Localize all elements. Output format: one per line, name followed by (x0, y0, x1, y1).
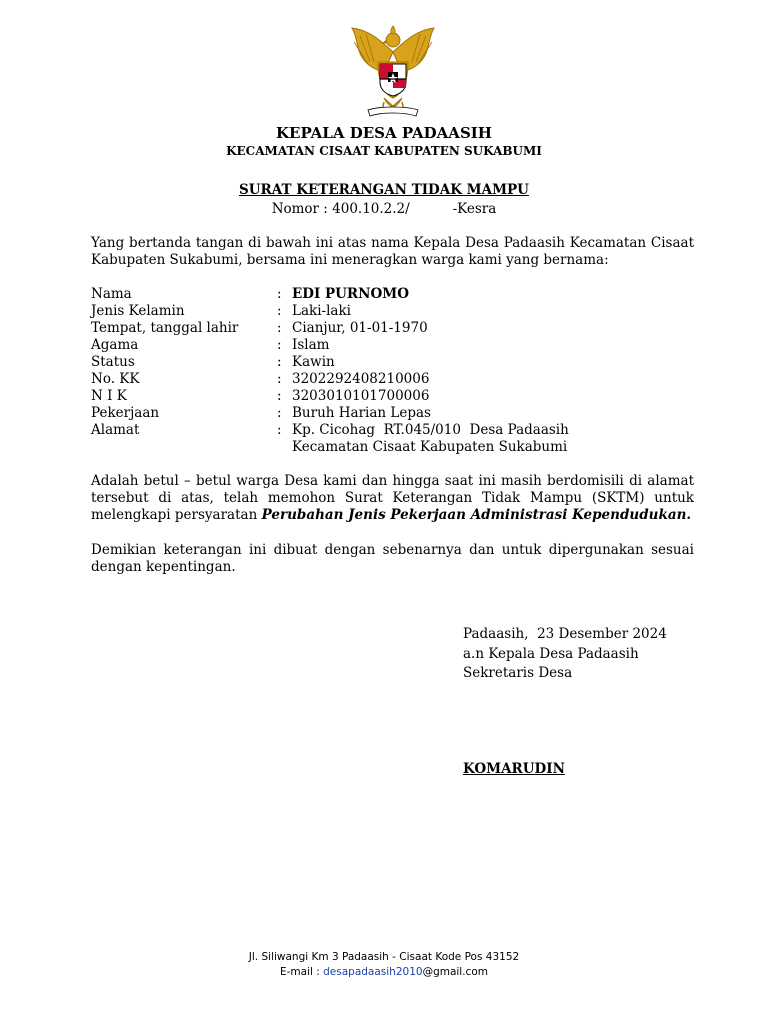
field-row-address (91, 422, 592, 456)
footer-email-label: E-mail : (279, 966, 324, 978)
field-row-nik (91, 388, 592, 405)
field-value: Laki-laki (292, 303, 351, 319)
field-row-religion (91, 337, 592, 354)
village-head-title: KEPALA DESA PADAASIH (276, 124, 492, 142)
address-line-1: Kp. Cicohag RT.045/010 Desa Padaasih (292, 422, 569, 438)
field-row-occupation (91, 405, 592, 422)
field-colon: : (277, 303, 282, 319)
signature-on-behalf: a.n Kepala Desa Padaasih (463, 645, 639, 662)
footer-email-link[interactable]: desapadaasih2010 (323, 966, 423, 978)
field-colon: : (277, 354, 282, 370)
signature-block (463, 625, 667, 684)
field-label: Jenis Kelamin (91, 303, 185, 319)
field-colon: : (277, 422, 282, 438)
field-value (292, 422, 592, 456)
field-value: 3203010101700006 (292, 388, 430, 404)
footer-email (0, 965, 768, 980)
field-colon: : (277, 337, 282, 353)
field-value: Buruh Harian Lepas (292, 405, 431, 421)
field-label: Pekerjaan (91, 405, 160, 421)
garuda-emblem-icon (344, 22, 442, 122)
document-number: Nomor : 400.10.2.2/ -Kesra (271, 201, 497, 217)
statement-paragraph (91, 473, 694, 524)
signature-place-date: Padaasih, 23 Desember 2024 (463, 626, 667, 642)
footer-address: Jl. Siliwangi Km 3 Padaasih - Cisaat Kode Pos 43152 (248, 951, 520, 963)
footer-email-domain: @gmail.com (422, 966, 488, 978)
field-label: Tempat, tanggal lahir (91, 320, 239, 336)
field-colon: : (277, 405, 282, 421)
field-label: Status (91, 354, 135, 370)
field-row-family-card (91, 371, 592, 388)
field-row-birth (91, 320, 592, 337)
statement-purpose: Perubahan Jenis Pekerjaan Administrasi Kependudukan. (261, 507, 692, 523)
closing-paragraph: Demikian keterangan ini dibuat dengan sebenarnya dan untuk dipergunakan sesuai dengan kepentingan. (91, 542, 694, 575)
letter-footer (0, 950, 768, 980)
field-row-name (91, 286, 592, 303)
field-colon: : (277, 388, 282, 404)
field-value: EDI PURNOMO (292, 286, 409, 302)
field-value: 3202292408210006 (292, 371, 430, 387)
field-colon: : (277, 286, 282, 302)
field-label: Nama (91, 286, 132, 302)
resident-data-table (91, 286, 592, 456)
field-colon: : (277, 320, 282, 336)
field-value: Islam (292, 337, 330, 353)
intro-paragraph: Yang bertanda tangan di bawah ini atas nama Kepala Desa Padaasih Kecamatan Cisaat Kabupaten Sukabumi, bersama ini meneragkan warga kami yang bernama: (91, 235, 694, 268)
signer-name: KOMARUDIN (463, 761, 565, 777)
signature-position: Sekretaris Desa (463, 665, 573, 681)
field-colon: : (277, 371, 282, 387)
address-line-2: Kecamatan Cisaat Kabupaten Sukabumi (292, 439, 568, 455)
field-label: Agama (91, 337, 139, 353)
field-value: Cianjur, 01-01-1970 (292, 320, 428, 336)
field-label: Alamat (91, 422, 140, 438)
field-row-gender (91, 303, 592, 320)
field-label: N I K (91, 388, 127, 404)
field-label: No. KK (91, 371, 140, 387)
statement-text: Adalah betul – betul warga Desa kami dan hingga saat ini masih berdomisili di alamat tersebut di atas, telah memohon Surat Keterangan Tidak Mampu (SKTM) untuk melengkapi persyaratan (91, 473, 694, 523)
field-row-status (91, 354, 592, 371)
document-title: SURAT KETERANGAN TIDAK MAMPU (239, 182, 529, 198)
district-subtitle: KECAMATAN CISAAT KABUPATEN SUKABUMI (226, 144, 542, 158)
field-value: Kawin (292, 354, 335, 370)
